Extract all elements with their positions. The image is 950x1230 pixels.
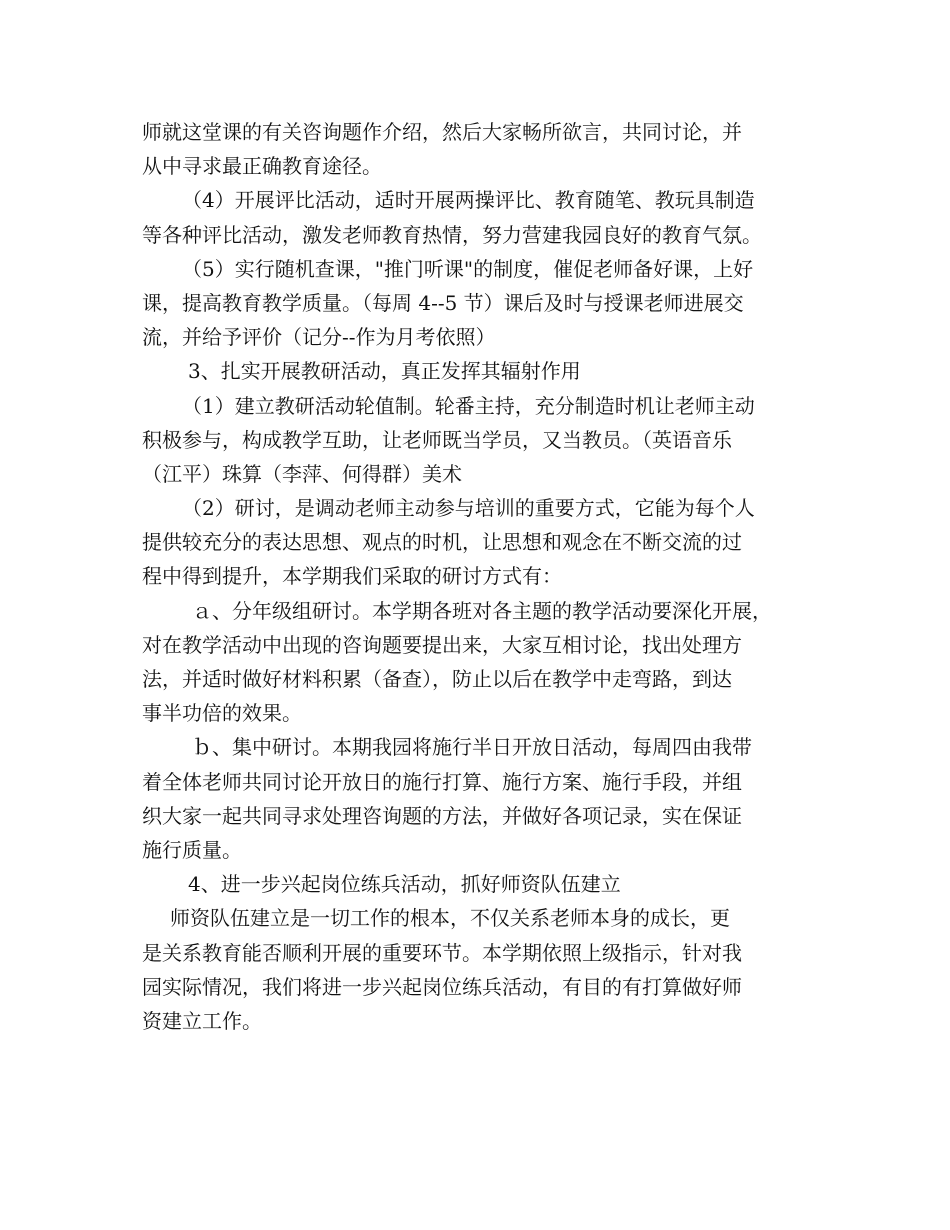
text-line: ｂ、集中研讨。本期我园将施行半日开放日活动，每周四由我带 xyxy=(192,735,752,760)
section-heading: 3、扎实开展教研活动，真正发挥其辐射作用 xyxy=(188,359,581,384)
text-line: （5）实行随机查课，"推门听课"的制度，催促老师备好课，上好 xyxy=(182,256,754,281)
text-line: 事半功倍的效果。 xyxy=(142,701,302,726)
text-line: 对在教学活动中出现的咨询题要提出来，大家互相讨论，找出处理方 xyxy=(142,632,742,657)
text-line: 法，并适时做好材料积累（备查），防止以后在教学中走弯路，到达 xyxy=(142,667,732,691)
section-heading: 4、进一步兴起岗位练兵活动，抓好师资队伍建立 xyxy=(188,872,621,897)
text-line: 园实际情况，我们将进一步兴起岗位练兵活动，有目的有打算做好师 xyxy=(142,974,742,999)
text-line: ａ、分年级组研讨。本学期各班对各主题的教学活动要深化开展， xyxy=(192,598,772,623)
text-line: 师就这堂课的有关咨询题作介绍，然后大家畅所欲言，共同讨论，并 xyxy=(142,120,742,144)
text-line: 是关系教育能否顺利开展的重要环节。本学期依照上级指示，针对我 xyxy=(142,940,742,965)
text-line: （1）建立教研活动轮值制。轮番主持，充分制造时机让老师主动 xyxy=(182,393,755,418)
text-line: 着全体老师共同讨论开放日的施行打算、施行方案、施行手段，并组 xyxy=(142,769,742,794)
text-line: 流，并给予评价（记分--作为月考依照） xyxy=(142,325,496,350)
text-line: 课，提高教育教学质量。（每周 4--5 节）课后及时与授课老师进展交 xyxy=(142,290,744,315)
text-line: （4）开展评比活动，适时开展两操评比、教育随笔、教玩具制造 xyxy=(182,188,755,213)
document-body xyxy=(142,115,822,1038)
text-line: 等各种评比活动，激发老师教育热情，努力营建我园良好的教育气氛。 xyxy=(142,222,762,247)
text-line: 师资队伍建立是一切工作的根本，不仅关系老师本身的成长，更 xyxy=(170,906,730,931)
text-line: 织大家一起共同寻求处理咨询题的方法，并做好各项记录，实在保证 xyxy=(142,803,742,828)
text-line: （江平）珠算（李萍、何得群）美术 xyxy=(142,461,462,486)
text-line: 从中寻求最正确教育途径。 xyxy=(142,154,382,179)
text-line: 资建立工作。 xyxy=(142,1008,262,1033)
text-line: 提供较充分的表达思想、观点的时机，让思想和观念在不断交流的过 xyxy=(142,530,742,555)
text-line: 施行质量。 xyxy=(142,837,242,862)
text-line: 积极参与，构成教学互助，让老师既当学员，又当教员。（英语音乐 xyxy=(142,427,732,452)
text-line: 程中得到提升，本学期我们采取的研讨方式有： xyxy=(142,564,562,589)
text-line: （2）研讨，是调动老师主动参与培训的重要方式，它能为每个人 xyxy=(182,496,755,521)
